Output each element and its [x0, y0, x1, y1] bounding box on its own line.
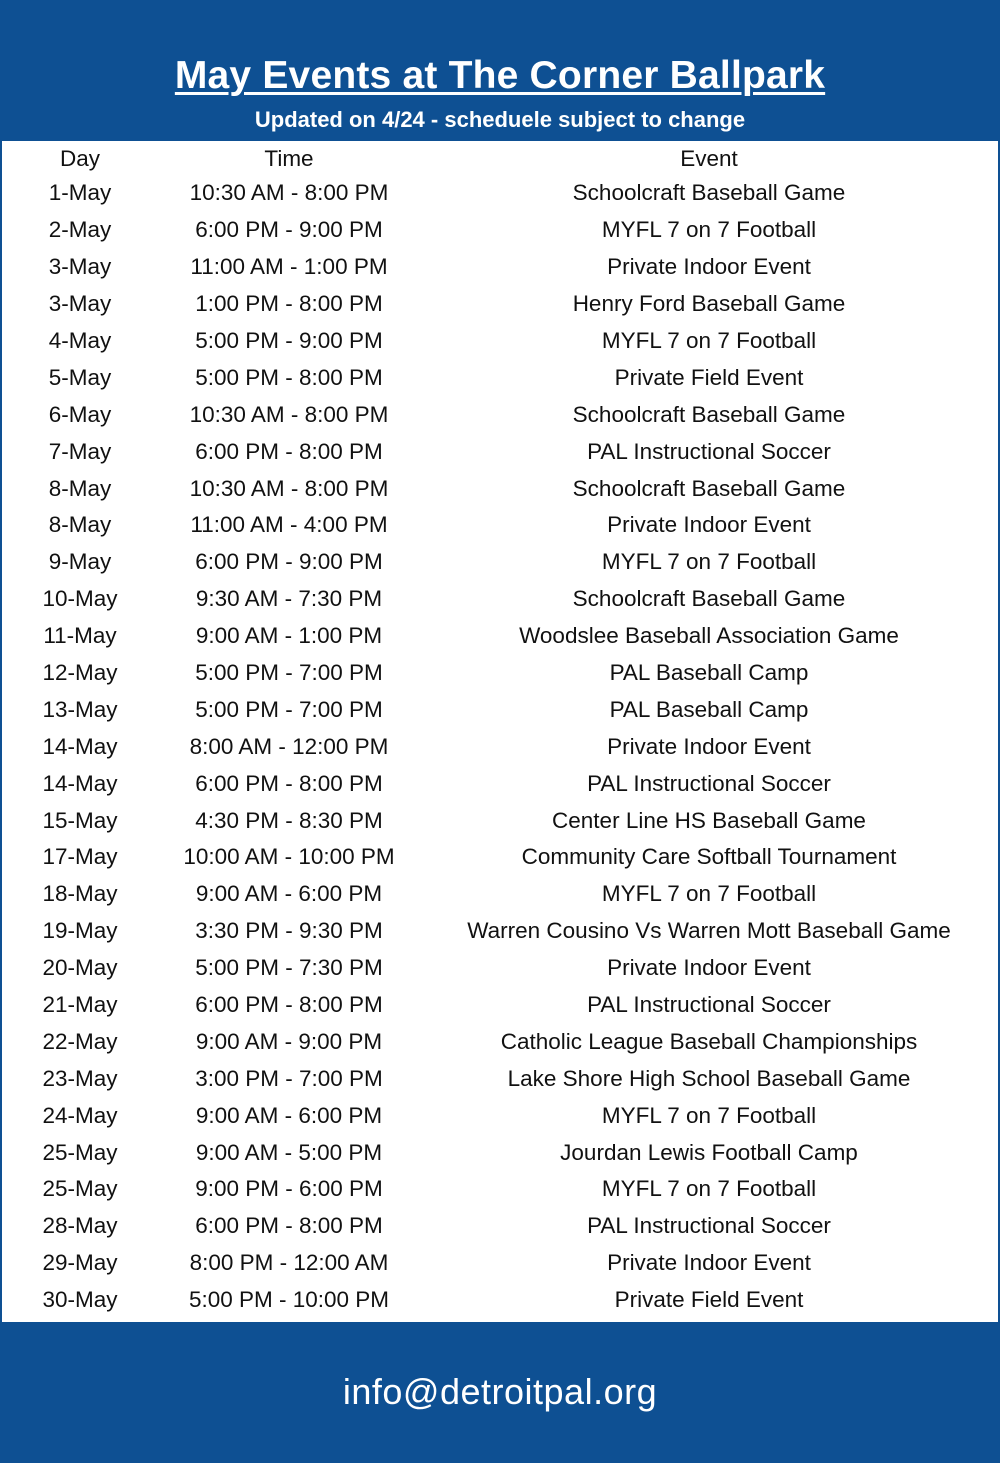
- table-row: [2, 802, 998, 839]
- table-row: [2, 950, 998, 987]
- day-cell: 8-May: [48, 475, 112, 501]
- table-row: [2, 1208, 998, 1245]
- day-cell: 6-May: [48, 401, 112, 427]
- table-row: [2, 1171, 998, 1208]
- time-cell: 6:00 PM - 8:00 PM: [195, 992, 383, 1018]
- column-header-day: Day: [59, 146, 100, 171]
- time-cell: 5:00 PM - 8:00 PM: [195, 364, 383, 390]
- event-cell: PAL Baseball Camp: [609, 660, 809, 686]
- time-cell: 5:00 PM - 7:00 PM: [195, 660, 383, 686]
- event-cell: Schoolcraft Baseball Game: [572, 586, 846, 612]
- day-cell: 30-May: [42, 1287, 118, 1313]
- event-cell: Center Line HS Baseball Game: [552, 807, 866, 833]
- time-cell: 8:00 PM - 12:00 AM: [189, 1250, 389, 1276]
- time-cell: 3:00 PM - 7:00 PM: [195, 1065, 383, 1091]
- time-cell: 10:30 AM - 8:00 PM: [189, 475, 389, 501]
- time-cell: 8:00 AM - 12:00 PM: [189, 733, 389, 759]
- day-cell: 5-May: [48, 364, 112, 390]
- table-row: [2, 286, 998, 323]
- day-cell: 24-May: [42, 1102, 118, 1128]
- event-cell: MYFL 7 on 7 Football: [601, 217, 817, 243]
- schedule-table: [2, 141, 998, 1319]
- day-cell: 10-May: [42, 586, 118, 612]
- day-cell: 23-May: [42, 1065, 118, 1091]
- event-cell: MYFL 7 on 7 Football: [601, 1102, 817, 1128]
- event-cell: Jourdan Lewis Football Camp: [560, 1139, 858, 1165]
- table-row: [2, 581, 998, 618]
- table-row: [2, 913, 998, 950]
- event-cell: PAL Baseball Camp: [609, 696, 809, 722]
- table-row: [2, 839, 998, 876]
- schedule-rows: [2, 175, 998, 1319]
- time-cell: 11:00 AM - 4:00 PM: [190, 512, 388, 538]
- day-cell: 12-May: [42, 660, 118, 686]
- time-cell: 9:00 AM - 6:00 PM: [195, 1102, 383, 1128]
- time-cell: 10:00 AM - 10:00 PM: [183, 844, 395, 870]
- day-cell: 20-May: [42, 955, 118, 981]
- day-cell: 4-May: [48, 328, 112, 353]
- event-cell: Private Indoor Event: [607, 1250, 811, 1276]
- table-row: [2, 1060, 998, 1097]
- table-row: [2, 507, 998, 544]
- event-cell: MYFL 7 on 7 Football: [601, 328, 817, 353]
- day-cell: 9-May: [48, 549, 112, 575]
- time-cell: 5:00 PM - 7:00 PM: [195, 696, 383, 722]
- time-cell: 6:00 PM - 8:00 PM: [195, 438, 383, 464]
- event-cell: PAL Instructional Soccer: [587, 770, 831, 796]
- schedule-panel: [2, 141, 998, 1322]
- column-header-time: Time: [264, 146, 314, 171]
- day-cell: 8-May: [48, 512, 112, 538]
- event-cell: Private Indoor Event: [607, 955, 811, 981]
- column-header-event: Event: [680, 146, 738, 171]
- event-cell: MYFL 7 on 7 Football: [601, 1176, 817, 1202]
- time-cell: 11:00 AM - 1:00 PM: [190, 254, 388, 280]
- time-cell: 10:30 AM - 8:00 PM: [189, 180, 389, 206]
- time-cell: 4:30 PM - 8:30 PM: [195, 807, 383, 833]
- event-cell: MYFL 7 on 7 Football: [601, 549, 817, 575]
- contact-email: info@detroitpal.org: [342, 1371, 658, 1412]
- day-cell: 3-May: [48, 291, 112, 317]
- day-cell: 11-May: [43, 623, 117, 649]
- table-row: [2, 1023, 998, 1060]
- day-cell: 3-May: [48, 254, 112, 280]
- table-row: [2, 396, 998, 433]
- time-cell: 5:00 PM - 10:00 PM: [188, 1287, 390, 1313]
- time-cell: 1:00 PM - 8:00 PM: [195, 291, 383, 317]
- time-cell: 6:00 PM - 9:00 PM: [195, 549, 383, 575]
- day-cell: 17-May: [42, 844, 118, 870]
- event-cell: Catholic League Baseball Championships: [500, 1028, 918, 1054]
- table-row: [2, 1282, 998, 1319]
- day-cell: 18-May: [42, 881, 118, 907]
- time-cell: 6:00 PM - 8:00 PM: [195, 1213, 383, 1239]
- event-cell: Warren Cousino Vs Warren Mott Baseball Game: [467, 918, 951, 944]
- day-cell: 25-May: [42, 1176, 118, 1202]
- event-cell: Private Field Event: [614, 364, 804, 390]
- time-cell: 3:30 PM - 9:30 PM: [195, 918, 383, 944]
- time-cell: 9:30 AM - 7:30 PM: [195, 586, 383, 612]
- time-cell: 5:00 PM - 9:00 PM: [195, 328, 383, 353]
- table-row: [2, 655, 998, 692]
- table-row: [2, 470, 998, 507]
- table-row: [2, 1245, 998, 1282]
- page-title: May Events at The Corner Ballpark: [174, 54, 826, 97]
- footer-banner: [0, 1322, 1000, 1463]
- time-cell: 9:00 AM - 5:00 PM: [195, 1139, 383, 1165]
- table-row: [2, 876, 998, 913]
- time-cell: 9:00 AM - 1:00 PM: [195, 623, 383, 649]
- day-cell: 13-May: [42, 696, 118, 722]
- header-banner: [0, 0, 1000, 140]
- event-cell: Henry Ford Baseball Game: [572, 291, 846, 317]
- event-cell: Community Care Softball Tournament: [521, 844, 897, 870]
- time-cell: 6:00 PM - 8:00 PM: [195, 770, 383, 796]
- day-cell: 21-May: [42, 992, 118, 1018]
- day-cell: 19-May: [42, 918, 118, 944]
- day-cell: 14-May: [42, 733, 118, 759]
- table-row: [2, 359, 998, 396]
- day-cell: 28-May: [42, 1213, 118, 1239]
- table-row: [2, 1134, 998, 1171]
- day-cell: 29-May: [42, 1250, 118, 1276]
- event-cell: PAL Instructional Soccer: [587, 992, 831, 1018]
- day-cell: 1-May: [48, 180, 112, 206]
- day-cell: 7-May: [48, 438, 112, 464]
- table-row: [2, 987, 998, 1024]
- event-cell: PAL Instructional Soccer: [587, 438, 831, 464]
- table-row: [2, 212, 998, 249]
- table-row: [2, 1097, 998, 1134]
- table-row: [2, 618, 998, 655]
- event-cell: Private Indoor Event: [607, 733, 811, 759]
- table-row: [2, 544, 998, 581]
- event-cell: Private Field Event: [614, 1287, 804, 1313]
- event-cell: PAL Instructional Soccer: [587, 1213, 831, 1239]
- time-cell: 9:00 PM - 6:00 PM: [195, 1176, 383, 1202]
- table-row: [2, 175, 998, 212]
- day-cell: 25-May: [42, 1139, 118, 1165]
- time-cell: 5:00 PM - 7:30 PM: [195, 955, 383, 981]
- table-header-row: [2, 141, 998, 175]
- day-cell: 14-May: [42, 770, 118, 796]
- table-row: [2, 691, 998, 728]
- table-row: [2, 433, 998, 470]
- event-cell: Woodslee Baseball Association Game: [519, 623, 899, 649]
- time-cell: 9:00 AM - 9:00 PM: [195, 1028, 383, 1054]
- event-cell: Schoolcraft Baseball Game: [572, 401, 846, 427]
- event-cell: Lake Shore High School Baseball Game: [507, 1065, 911, 1091]
- event-cell: Private Indoor Event: [607, 254, 811, 280]
- day-cell: 2-May: [48, 217, 112, 243]
- event-cell: Schoolcraft Baseball Game: [572, 180, 846, 206]
- event-cell: Schoolcraft Baseball Game: [572, 475, 846, 501]
- time-cell: 10:30 AM - 8:00 PM: [189, 401, 389, 427]
- page-subtitle: Updated on 4/24 - scheduele subject to change: [254, 107, 746, 132]
- day-cell: 22-May: [42, 1028, 118, 1054]
- time-cell: 6:00 PM - 9:00 PM: [195, 217, 383, 243]
- table-row: [2, 728, 998, 765]
- event-cell: MYFL 7 on 7 Football: [601, 881, 817, 907]
- table-row: [2, 323, 998, 360]
- day-cell: 15-May: [42, 807, 118, 833]
- event-cell: Private Indoor Event: [607, 512, 811, 538]
- table-row: [2, 249, 998, 286]
- table-row: [2, 765, 998, 802]
- time-cell: 9:00 AM - 6:00 PM: [195, 881, 383, 907]
